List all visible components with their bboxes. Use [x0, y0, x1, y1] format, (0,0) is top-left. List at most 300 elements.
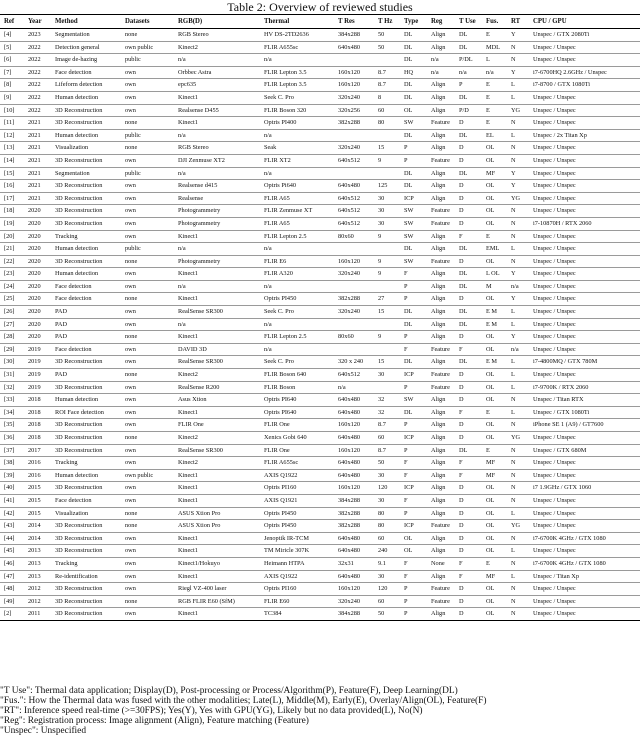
cell-t-hz: 9 [374, 154, 400, 167]
cell-reg: Feature [427, 520, 455, 533]
cell-t-use: DL [455, 29, 482, 42]
cell-t-use: F [455, 230, 482, 243]
cell-thermal: AXIS Q1921 [260, 494, 334, 507]
cell-cpu-gpu: i7 1.9GHz / GTX 1060 [529, 482, 640, 495]
cell-cpu-gpu: Unspec / Unspec [529, 205, 640, 218]
cell-t-res [334, 343, 374, 356]
cell-t-use: D [455, 608, 482, 621]
cell-reg: Align [427, 230, 455, 243]
col-header-method: Method [51, 15, 121, 29]
cell-t-use: D [455, 142, 482, 155]
table-row [0, 545, 640, 558]
cell-fus: OL [482, 343, 507, 356]
col-header-ref: Ref [0, 15, 24, 29]
cell-t-hz: 80 [374, 520, 400, 533]
cell-thermal: FLIR E60 [260, 595, 334, 608]
cell-t-res: 640x480 [334, 394, 374, 407]
cell-t-hz: 9 [374, 268, 400, 281]
cell-year: 2020 [24, 205, 51, 218]
cell-cpu-gpu: Unspec / Unspec [529, 54, 640, 67]
cell-t-hz: 9.1 [374, 557, 400, 570]
cell-type: P [400, 331, 427, 344]
cell-ref: [14] [0, 154, 24, 167]
cell-thermal: Xenics Gobi 640 [260, 432, 334, 445]
cell-rgbd: Kinect2 [174, 41, 260, 54]
cell-year: 2020 [24, 293, 51, 306]
cell-method: 3D Reconstruction [51, 444, 121, 457]
cell-rgbd: ASUS Xtion Pro [174, 520, 260, 533]
cell-ref: [45] [0, 545, 24, 558]
cell-t-res: 382x288 [334, 507, 374, 520]
cell-cpu-gpu: Unspec / Unspec [529, 432, 640, 445]
cell-fus: OL [482, 369, 507, 382]
cell-fus: OL [482, 142, 507, 155]
cell-year: 2019 [24, 356, 51, 369]
cell-method: Human detection [51, 394, 121, 407]
cell-datasets: none [121, 432, 174, 445]
cell-type: OL [400, 532, 427, 545]
cell-type: F [400, 570, 427, 583]
cell-cpu-gpu: Unspec / Unspec [529, 583, 640, 596]
cell-reg: Align [427, 419, 455, 432]
cell-type: OL [400, 545, 427, 558]
cell-t-use: D [455, 154, 482, 167]
cell-reg: Align [427, 41, 455, 54]
cell-ref: [26] [0, 306, 24, 319]
table-row [0, 570, 640, 583]
cell-fus: EL [482, 129, 507, 142]
cell-cpu-gpu: i7-4800MQ / GTX 780M [529, 356, 640, 369]
cell-type: DL [400, 356, 427, 369]
cell-datasets: none [121, 520, 174, 533]
cell-t-res: 382x288 [334, 293, 374, 306]
cell-ref: [19] [0, 217, 24, 230]
cell-datasets: none [121, 331, 174, 344]
cell-ref: [24] [0, 280, 24, 293]
cell-rgbd: Photogrammetry [174, 255, 260, 268]
cell-t-res: 640x512 [334, 205, 374, 218]
cell-thermal: n/a [260, 343, 334, 356]
cell-ref: [6] [0, 54, 24, 67]
cell-method: Human detection [51, 91, 121, 104]
cell-rgbd: Realsense [174, 192, 260, 205]
cell-reg: Align [427, 469, 455, 482]
table-row [0, 482, 640, 495]
cell-t-hz: 30 [374, 469, 400, 482]
cell-datasets: own [121, 192, 174, 205]
cell-fus: MF [482, 457, 507, 470]
cell-thermal: Optris PI450 [260, 507, 334, 520]
table-notes [0, 686, 640, 736]
cell-rt: Y [507, 268, 529, 281]
cell-t-use: D [455, 369, 482, 382]
cell-t-hz: 30 [374, 570, 400, 583]
cell-thermal: Optris PI640 [260, 406, 334, 419]
cell-type: F [400, 343, 427, 356]
cell-ref: [37] [0, 444, 24, 457]
cell-thermal: FLIR Lepton 3.5 [260, 79, 334, 92]
cell-thermal: FLIR Lepton 2.5 [260, 230, 334, 243]
table-row [0, 268, 640, 281]
cell-t-hz: 50 [374, 29, 400, 42]
cell-year: 2016 [24, 457, 51, 470]
cell-rgbd: DJI Zenmuse XT2 [174, 154, 260, 167]
cell-cpu-gpu: Unspec / Unspec [529, 167, 640, 180]
cell-rgbd: n/a [174, 243, 260, 256]
cell-cpu-gpu: i7-6700K 4GHz / GTX 1080 [529, 557, 640, 570]
cell-year: 2022 [24, 54, 51, 67]
cell-type: DL [400, 129, 427, 142]
table-row [0, 331, 640, 344]
cell-fus: OL [482, 255, 507, 268]
cell-type: DL [400, 406, 427, 419]
table-row [0, 205, 640, 218]
cell-cpu-gpu: Unspec / Unspec [529, 142, 640, 155]
cell-reg: Feature [427, 154, 455, 167]
cell-method: 3D Reconstruction [51, 192, 121, 205]
cell-thermal: FLIR Lepton 2.5 [260, 331, 334, 344]
cell-method: Face detection [51, 494, 121, 507]
cell-rt: N [507, 482, 529, 495]
cell-cpu-gpu: Unspec / GTX 2080Ti [529, 29, 640, 42]
cell-rgbd: FLIR One [174, 419, 260, 432]
cell-rgbd: RGB Stereo [174, 29, 260, 42]
col-header-rt: RT [507, 15, 529, 29]
cell-ref: [12] [0, 129, 24, 142]
cell-fus: OL [482, 331, 507, 344]
cell-method: Segmentation [51, 167, 121, 180]
cell-t-hz: 60 [374, 595, 400, 608]
cell-fus: OL [482, 205, 507, 218]
cell-method: Face detection [51, 66, 121, 79]
table-row [0, 293, 640, 306]
cell-rgbd: Kinect1 [174, 469, 260, 482]
cell-rgbd: Kinect2 [174, 369, 260, 382]
cell-t-res: 640x480 [334, 532, 374, 545]
table-row [0, 91, 640, 104]
cell-cpu-gpu: Unspec / Unspec [529, 369, 640, 382]
cell-rt: L [507, 507, 529, 520]
cell-t-use: D [455, 494, 482, 507]
cell-thermal: FLIR Lepton 3.5 [260, 66, 334, 79]
cell-type: SW [400, 255, 427, 268]
cell-fus: E M [482, 306, 507, 319]
cell-rt: N [507, 41, 529, 54]
cell-ref: [27] [0, 318, 24, 331]
cell-t-hz: 50 [374, 41, 400, 54]
cell-method: Image de-hazing [51, 54, 121, 67]
cell-fus: E [482, 79, 507, 92]
cell-t-hz: 80 [374, 117, 400, 130]
cell-t-use: DL [455, 91, 482, 104]
cell-t-use: DL [455, 41, 482, 54]
table-row [0, 394, 640, 407]
cell-method: Face detection [51, 343, 121, 356]
cell-ref: [46] [0, 557, 24, 570]
cell-t-use: D [455, 217, 482, 230]
cell-fus: OL [482, 608, 507, 621]
cell-type: P [400, 608, 427, 621]
cell-cpu-gpu: i7-9700K / RTX 2060 [529, 381, 640, 394]
cell-thermal: FLIR Boson 640 [260, 369, 334, 382]
cell-year: 2021 [24, 117, 51, 130]
cell-year: 2022 [24, 104, 51, 117]
cell-datasets: own public [121, 41, 174, 54]
cell-ref: [49] [0, 595, 24, 608]
cell-datasets: own [121, 217, 174, 230]
cell-type: DL [400, 91, 427, 104]
cell-method: 3D Reconstruction [51, 432, 121, 445]
cell-type: P [400, 293, 427, 306]
cell-method: 3D Reconstruction [51, 595, 121, 608]
cell-type: P [400, 142, 427, 155]
cell-rt: N [507, 444, 529, 457]
cell-reg: Align [427, 494, 455, 507]
cell-reg: Align [427, 356, 455, 369]
cell-reg: Align [427, 129, 455, 142]
cell-method: 3D Reconstruction [51, 154, 121, 167]
cell-t-res [334, 280, 374, 293]
cell-t-use: D [455, 180, 482, 193]
cell-type: P [400, 583, 427, 596]
cell-t-res: 384x288 [334, 608, 374, 621]
cell-t-res: 640x480 [334, 457, 374, 470]
cell-year: 2015 [24, 507, 51, 520]
cell-type: DL [400, 54, 427, 67]
cell-ref: [13] [0, 142, 24, 155]
cell-method: Human detection [51, 243, 121, 256]
cell-thermal: FLIR Zenmuse XT [260, 205, 334, 218]
cell-t-hz: 30 [374, 369, 400, 382]
cell-reg: n/a [427, 54, 455, 67]
cell-method: PAD [51, 318, 121, 331]
cell-ref: [35] [0, 419, 24, 432]
cell-thermal: TC384 [260, 608, 334, 621]
cell-t-use: D [455, 205, 482, 218]
cell-rt: L [507, 318, 529, 331]
cell-thermal: FLIR Boson [260, 381, 334, 394]
table-row [0, 117, 640, 130]
cell-cpu-gpu: Unspec / 2x Titan Xp [529, 129, 640, 142]
cell-reg: Align [427, 432, 455, 445]
cell-rt: L [507, 545, 529, 558]
cell-ref: [29] [0, 343, 24, 356]
cell-rgbd: Kinect1 [174, 91, 260, 104]
cell-rt: N [507, 532, 529, 545]
cell-method: 3D Reconstruction [51, 104, 121, 117]
cell-cpu-gpu: Unspec / Unspec [529, 41, 640, 54]
cell-ref: [48] [0, 583, 24, 596]
cell-datasets: none [121, 142, 174, 155]
cell-rt: L [507, 381, 529, 394]
cell-year: 2011 [24, 608, 51, 621]
cell-cpu-gpu: Unspec / Unspec [529, 91, 640, 104]
cell-ref: [21] [0, 243, 24, 256]
cell-rgbd: Kinect1 [174, 482, 260, 495]
table-row [0, 381, 640, 394]
cell-ref: [17] [0, 192, 24, 205]
table-row [0, 217, 640, 230]
cell-t-hz: 30 [374, 192, 400, 205]
cell-reg: Align [427, 167, 455, 180]
cell-t-res: 320x240 [334, 91, 374, 104]
cell-fus: E [482, 406, 507, 419]
cell-rgbd: Kinect1 [174, 608, 260, 621]
cell-rt: Y [507, 29, 529, 42]
cell-t-hz: 8.7 [374, 419, 400, 432]
table-row [0, 608, 640, 621]
cell-datasets: own [121, 570, 174, 583]
cell-thermal: FLIR A655sc [260, 41, 334, 54]
cell-method: ROI Face detection [51, 406, 121, 419]
cell-datasets: own [121, 180, 174, 193]
cell-datasets: own [121, 583, 174, 596]
cell-rgbd: Realsense D455 [174, 104, 260, 117]
cell-year: 2021 [24, 154, 51, 167]
cell-reg: Align [427, 104, 455, 117]
cell-t-use: DL [455, 444, 482, 457]
cell-thermal: Seek C. Pro [260, 91, 334, 104]
cell-t-res: 382x288 [334, 117, 374, 130]
cell-cpu-gpu: i7-6700K 4GHz / GTX 1080 [529, 532, 640, 545]
cell-year: 2013 [24, 570, 51, 583]
cell-datasets: public [121, 129, 174, 142]
cell-method: PAD [51, 331, 121, 344]
cell-t-use: D [455, 117, 482, 130]
cell-reg: Feature [427, 595, 455, 608]
cell-cpu-gpu: Unspec / GTX 680M [529, 444, 640, 457]
cell-thermal: Optris Pi640 [260, 180, 334, 193]
cell-reg: Align [427, 318, 455, 331]
cell-year: 2021 [24, 180, 51, 193]
cell-year: 2014 [24, 532, 51, 545]
table-row [0, 469, 640, 482]
cell-t-hz: 8.7 [374, 444, 400, 457]
cell-t-res [334, 318, 374, 331]
cell-thermal: n/a [260, 54, 334, 67]
cell-type: F [400, 494, 427, 507]
cell-reg: Align [427, 457, 455, 470]
cell-rt: Y [507, 167, 529, 180]
cell-t-res [334, 167, 374, 180]
cell-ref: [42] [0, 507, 24, 520]
cell-reg: Align [427, 570, 455, 583]
col-header-rgbd: RGB(D) [174, 15, 260, 29]
cell-cpu-gpu: Unspec / Unspec [529, 230, 640, 243]
cell-t-hz: 15 [374, 356, 400, 369]
cell-fus: OL [482, 192, 507, 205]
cell-t-hz: 60 [374, 532, 400, 545]
table-row [0, 79, 640, 92]
cell-t-res: 320x240 [334, 306, 374, 319]
cell-fus: n/a [482, 66, 507, 79]
cell-rt: N [507, 117, 529, 130]
col-header-datasets: Datasets [121, 15, 174, 29]
cell-reg: Feature [427, 255, 455, 268]
cell-thermal: Seak [260, 142, 334, 155]
cell-rt: N [507, 457, 529, 470]
cell-t-hz [374, 280, 400, 293]
cell-t-use: D [455, 331, 482, 344]
table-body [0, 29, 640, 621]
note-rt: "RT": Inference speed real-time (>=30FPS); Yes(Y), Yes with GPU(YG), Likely but no data provided(L), No(N) [0, 706, 423, 716]
cell-t-use: D [455, 532, 482, 545]
cell-cpu-gpu: Unspec / Titan Xp [529, 570, 640, 583]
table-row [0, 306, 640, 319]
cell-cpu-gpu: Unspec / Unspec [529, 255, 640, 268]
cell-datasets: own [121, 482, 174, 495]
cell-reg: Feature [427, 205, 455, 218]
cell-fus: OL [482, 394, 507, 407]
cell-t-use: D [455, 293, 482, 306]
cell-rt: N [507, 205, 529, 218]
cell-rt: Y [507, 66, 529, 79]
cell-method: 3D Reconstruction [51, 545, 121, 558]
cell-datasets: own [121, 394, 174, 407]
cell-t-hz: 30 [374, 205, 400, 218]
cell-year: 2013 [24, 545, 51, 558]
cell-rgbd: RGB FLIR E60 (SfM) [174, 595, 260, 608]
cell-rgbd: epc635 [174, 79, 260, 92]
cell-rgbd: Riegl VZ-400 laser [174, 583, 260, 596]
cell-reg: Align [427, 394, 455, 407]
cell-thermal: Optris PI640 [260, 394, 334, 407]
cell-rgbd: Realsense d415 [174, 180, 260, 193]
cell-method: Human detection [51, 268, 121, 281]
cell-rgbd: ASUS Xtion Pro [174, 507, 260, 520]
cell-cpu-gpu: Unspec / Unspec [529, 180, 640, 193]
cell-ref: [44] [0, 532, 24, 545]
cell-t-res [334, 243, 374, 256]
note-reg: "Reg": Registration process: Image alignment (Align), Feature matching (Feature) [0, 716, 309, 726]
cell-t-hz: 50 [374, 457, 400, 470]
cell-year: 2019 [24, 343, 51, 356]
cell-rt: L [507, 129, 529, 142]
cell-t-use: D [455, 381, 482, 394]
cell-t-use: D [455, 394, 482, 407]
cell-rgbd: Kinect1 [174, 230, 260, 243]
cell-thermal: n/a [260, 318, 334, 331]
table-row [0, 167, 640, 180]
cell-thermal: TM Miricle 307K [260, 545, 334, 558]
cell-ref: [33] [0, 394, 24, 407]
cell-method: Segmentation [51, 29, 121, 42]
table-row [0, 583, 640, 596]
cell-method: 3D Reconstruction [51, 520, 121, 533]
table-header-row [0, 15, 640, 29]
cell-rgbd: Kinect1 [174, 545, 260, 558]
cell-method: Detection general [51, 41, 121, 54]
cell-t-use: D [455, 482, 482, 495]
cell-datasets: none [121, 293, 174, 306]
cell-reg: Feature [427, 343, 455, 356]
cell-type: P [400, 381, 427, 394]
cell-year: 2018 [24, 432, 51, 445]
cell-method: 3D Reconstruction [51, 532, 121, 545]
cell-year: 2020 [24, 217, 51, 230]
cell-fus: OL [482, 180, 507, 193]
cell-ref: [25] [0, 293, 24, 306]
cell-rgbd: Kinect1 [174, 570, 260, 583]
cell-year: 2020 [24, 318, 51, 331]
cell-reg: Align [427, 268, 455, 281]
cell-reg: Align [427, 91, 455, 104]
cell-year: 2015 [24, 482, 51, 495]
cell-rt: N [507, 494, 529, 507]
cell-datasets: own [121, 91, 174, 104]
cell-year: 2020 [24, 331, 51, 344]
cell-ref: [38] [0, 457, 24, 470]
